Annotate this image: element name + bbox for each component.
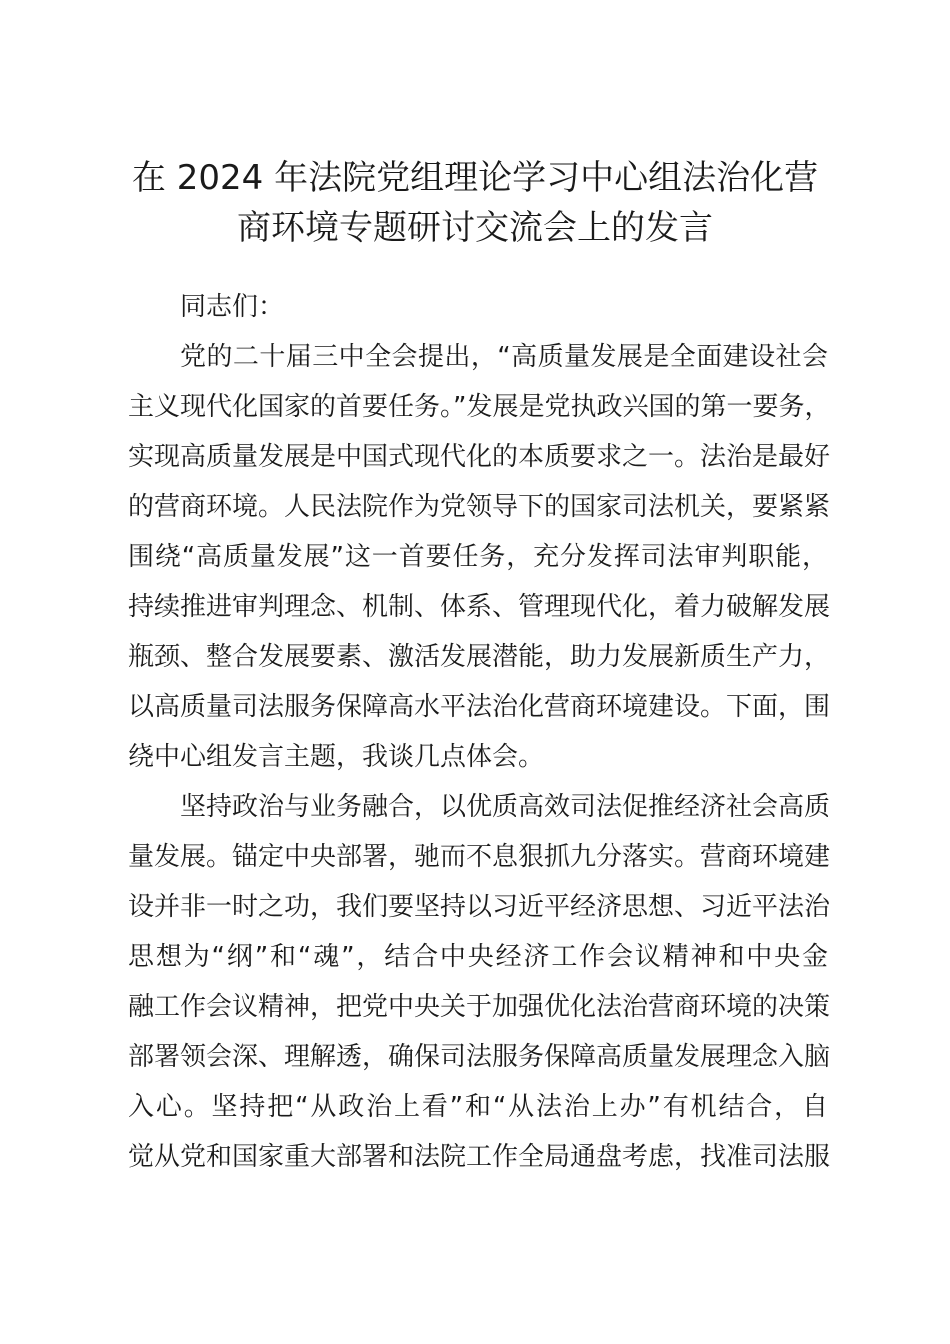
- paragraph-line: 融工作会议精神，把党中央关于加强优化法治营商环境的决策: [128, 992, 831, 1022]
- paragraph-line: 持续推进审判理念、机制、体系、管理现代化，着力破解发展: [128, 592, 831, 622]
- paragraph-line: 围绕“高质量发展”这一首要任务，充分发挥司法审判职能，: [128, 542, 828, 572]
- paragraph-line: 的营商环境。人民法院作为党领导下的国家司法机关，要紧紧: [128, 492, 831, 522]
- paragraph-line: 思想为“纲”和“魂”，结合中央经济工作会议精神和中央金: [128, 942, 828, 972]
- paragraph-line: 绕中心组发言主题，我谈几点体会。: [128, 742, 545, 772]
- paragraph-line: 部署领会深、理解透，确保司法服务保障高质量发展理念入脑: [128, 1042, 831, 1072]
- paragraph-line: 入心。坚持把“从政治上看”和“从法治上办”有机结合，自: [128, 1092, 828, 1122]
- document-title: [110, 153, 840, 253]
- paragraph-line: 实现高质量发展是中国式现代化的本质要求之一。法治是最好: [128, 442, 831, 472]
- paragraph-line: 主义现代化国家的首要任务。”发展是党执政兴国的第一要务，: [128, 392, 831, 422]
- document-body: [128, 282, 831, 1182]
- paragraph-line: 瓶颈、整合发展要素、激活发展潜能，助力发展新质生产力，: [128, 642, 831, 672]
- paragraph-1: [128, 332, 831, 782]
- paragraph-line: 党的二十届三中全会提出，“高质量发展是全面建设社会: [180, 342, 828, 372]
- paragraph-line: 觉从党和国家重大部署和法院工作全局通盘考虑，找准司法服: [128, 1142, 831, 1172]
- paragraph-2: [128, 782, 831, 1182]
- title-line-1: 在 2024 年法院党组理论学习中心组法治化营: [131, 158, 819, 198]
- paragraph-line: 量发展。锚定中央部署，驰而不息狠抓九分落实。营商环境建: [128, 842, 831, 872]
- title-line-2: 商环境专题研讨交流会上的发言: [237, 208, 713, 248]
- salutation: 同志们：: [180, 292, 285, 322]
- paragraph-line: 坚持政治与业务融合，以优质高效司法促推经济社会高质: [180, 792, 831, 822]
- paragraph-line: 以高质量司法服务保障高水平法治化营商环境建设。下面，围: [128, 692, 831, 722]
- paragraph-line: 设并非一时之功，我们要坚持以习近平经济思想、习近平法治: [128, 892, 831, 922]
